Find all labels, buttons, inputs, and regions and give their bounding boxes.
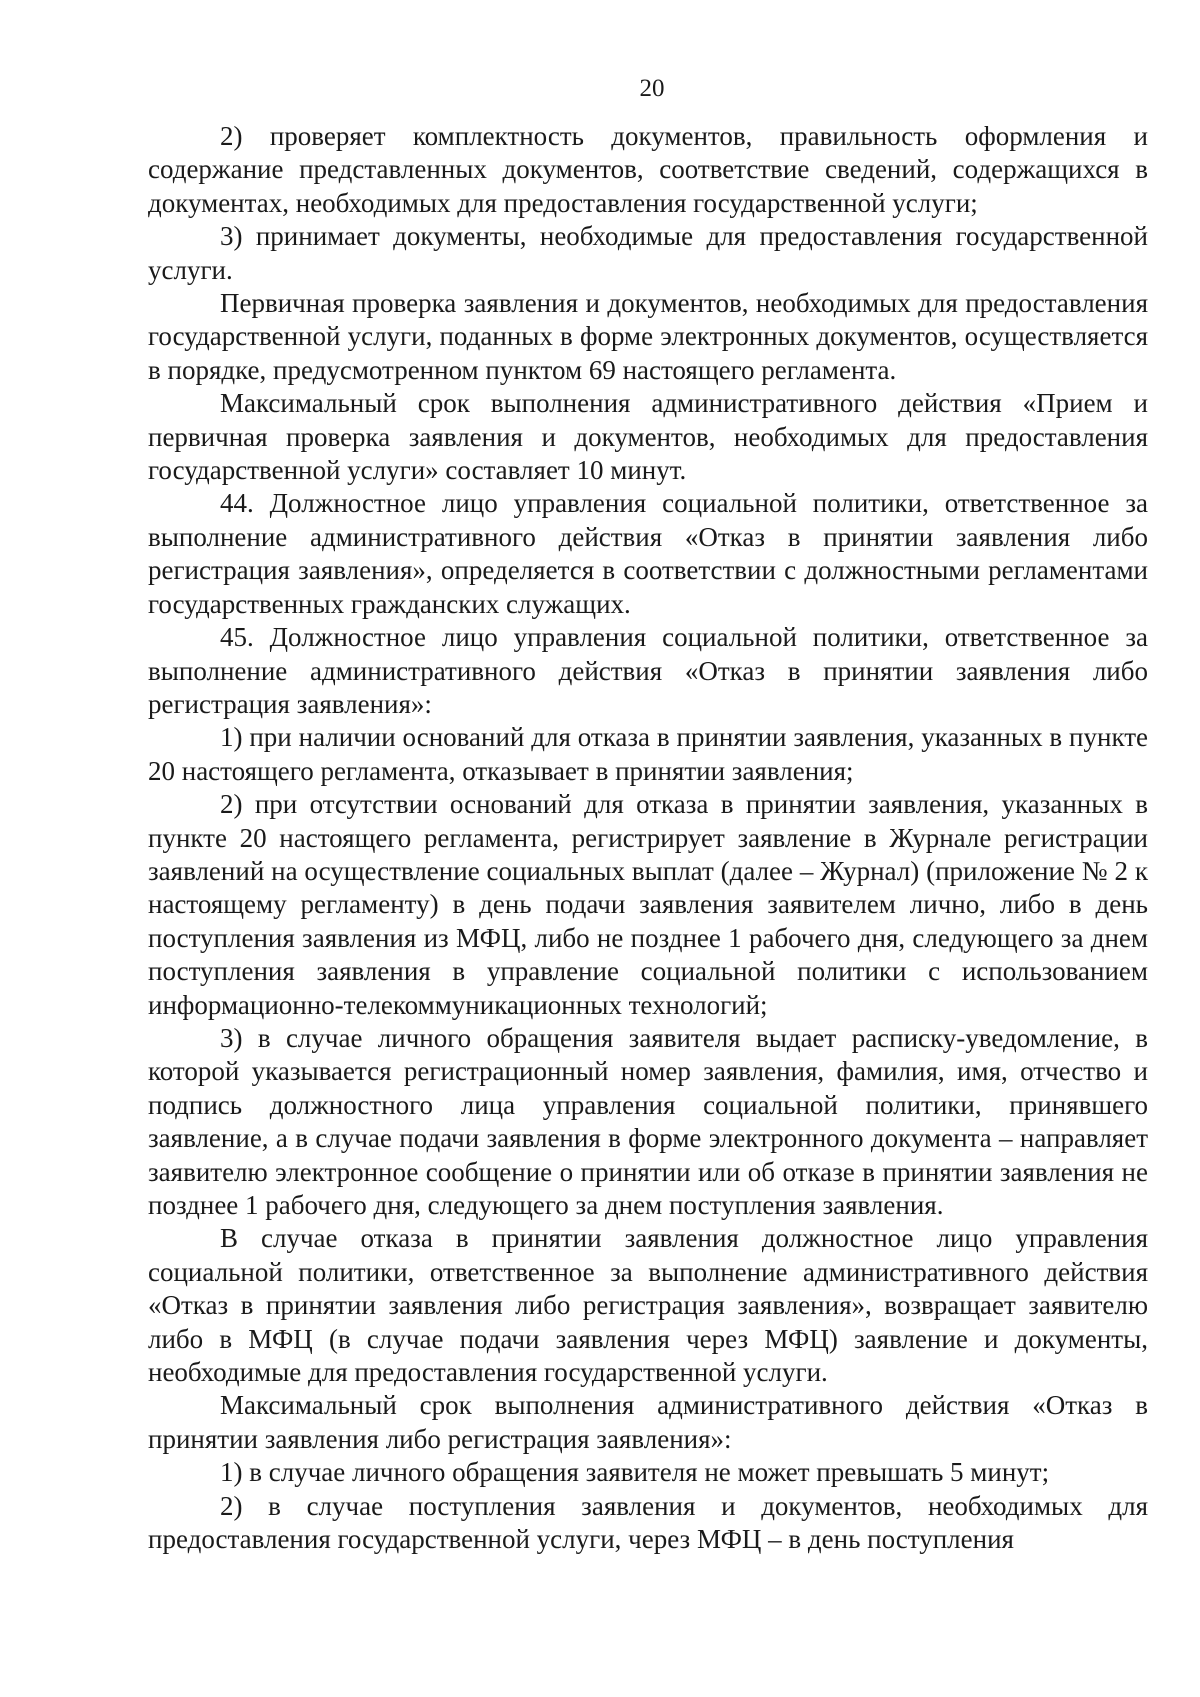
paragraph-item-3-accept: 3) принимает документы, необходимые для предоставления государственной услуги. <box>148 221 1148 285</box>
paragraph-clause-45-item-3: 3) в случае личного обращения заявителя выдает расписку-уведомление, в которой указывается регистрационный номер заявления, фамилия, имя, отчество и подпись должностного лица управления социальной политики, принявшего заявление, а в случае подачи заявления в форме электронного документа – направляет заявителю электронное сообщение о принятии или об отказе в принятии заявления не позднее 1 рабочего дня, следующего за днем поступления заявления. <box>148 1022 1148 1220</box>
paragraph-refusal-case: В случае отказа в принятии заявления должностное лицо управления социальной политики, ответственное за выполнение административного действия «Отказ в принятии заявления либо регистрация заявления», возвращает заявителю либо в МФЦ (в случае подачи заявления через МФЦ) заявление и документы, необходимые для предоставления государственной услуги. <box>148 1223 1148 1388</box>
paragraph-primary-check: Первичная проверка заявления и документов, необходимых для предоставления государственной услуги, поданных в форме электронных документов, осуществляется в порядке, предусмотренном пунктом 69 настоящего регламента. <box>148 288 1148 385</box>
paragraph-clause-44: 44. Должностное лицо управления социальной политики, ответственное за выполнение административного действия «Отказ в принятии заявления либо регистрация заявления», определяется в соответствии с должностными регламентами государственных гражданских служащих. <box>148 488 1148 619</box>
page-number: 20 <box>639 75 665 102</box>
paragraph-term-item-1: 1) в случае личного обращения заявителя не может превышать 5 минут; <box>220 1457 1050 1488</box>
paragraph-max-term-registration: Максимальный срок выполнения административного действия «Отказ в принятии заявления либо регистрация заявления»: <box>148 1390 1148 1454</box>
document-body <box>148 120 1148 1556</box>
paragraph-item-2-check: 2) проверяет комплектность документов, правильность оформления и содержание представленных документов, соответствие сведений, содержащихся в документах, необходимых для предоставления государственной услуги; <box>148 121 1148 218</box>
paragraph-clause-45: 45. Должностное лицо управления социальной политики, ответственное за выполнение административного действия «Отказ в принятии заявления либо регистрация заявления»: <box>148 622 1148 719</box>
paragraph-term-item-2: 2) в случае поступления заявления и документов, необходимых для предоставления государственной услуги, через МФЦ – в день поступления <box>148 1490 1148 1555</box>
paragraph-max-term-reception: Максимальный срок выполнения административного действия «Прием и первичная проверка заявления и документов, необходимых для предоставления государственной услуги» составляет 10 минут. <box>148 388 1148 486</box>
paragraph-clause-45-item-1: 1) при наличии оснований для отказа в принятии заявления, указанных в пункте 20 настоящего регламента, отказывает в принятии заявления; <box>148 722 1148 786</box>
paragraph-clause-45-item-2: 2) при отсутствии оснований для отказа в принятии заявления, указанных в пункте 20 настоящего регламента, регистрирует заявление в Журнале регистрации заявлений на осуществление социальных выплат (далее – Журнал) (приложение № 2 к настоящему регламенту) в день подачи заявления заявителем лично, либо в день поступления заявления из МФЦ, либо не позднее 1 рабочего дня, следующего за днем поступления заявления в управление социальной политики с использованием информационно-телекоммуникационных технологий; <box>148 789 1148 1020</box>
